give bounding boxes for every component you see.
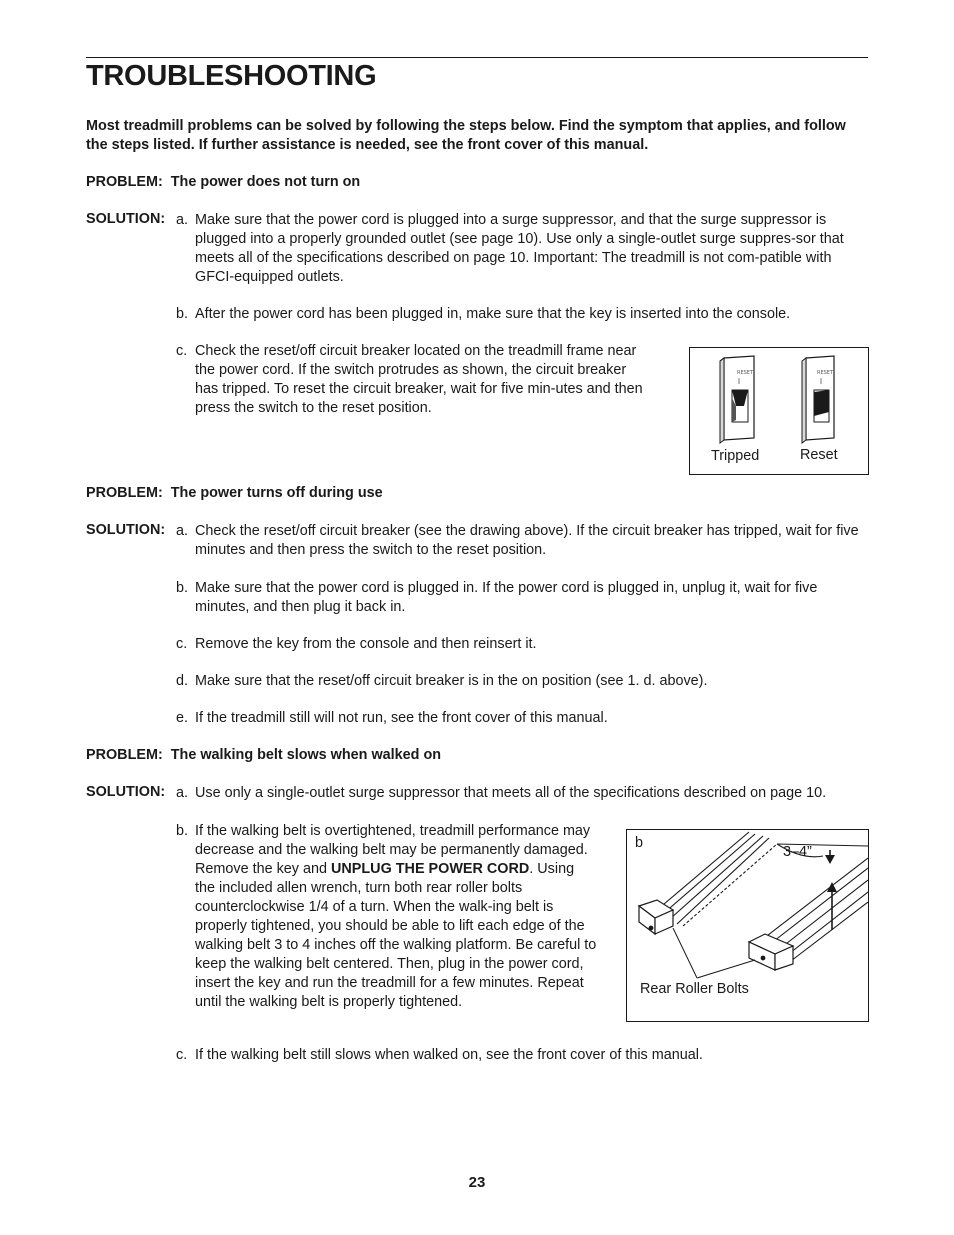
- problem-label: PROBLEM:: [86, 747, 163, 763]
- step-letter: a.: [176, 785, 189, 801]
- problem-3-step-a: [176, 784, 876, 803]
- problem-3-step-c: [176, 1046, 868, 1065]
- step-text: Check the reset/off circuit breaker located on the treadmill frame near the power cord. If the switch protrudes as shown, the circuit breaker has tripped. To reset the circuit breaker, wait for five min-utes and then press the switch to the reset position.: [195, 343, 643, 416]
- problem-label: PROBLEM:: [86, 485, 163, 501]
- step-text-part: . Using the included allen wrench, turn both rear roller bolts counterclockwise 1/4 of a turn. When the walk-ing belt is properly tightened, you should be able to lift each edge of the walking belt 3 to 4 inches off the walking platform. Be careful to keep the walking belt centered. Then, plug in the power cord, insert the key and run the treadmill for a few minutes. Repeat until the walking belt is properly tightened.: [195, 861, 597, 1010]
- tripped-label: Tripped: [711, 448, 760, 464]
- problem-label: PROBLEM:: [86, 174, 163, 190]
- step-letter: a.: [176, 212, 189, 228]
- problem-3-heading: [86, 747, 441, 763]
- step-letter: e.: [176, 710, 189, 726]
- solution-3-label: SOLUTION:: [86, 784, 166, 800]
- step-text: If the treadmill still will not run, see the front cover of this manual.: [195, 710, 608, 726]
- step-letter: b.: [176, 580, 189, 596]
- step-letter: c.: [176, 343, 188, 359]
- problem-1-heading: [86, 174, 360, 190]
- step-text: If the walking belt still slows when walked on, see the front cover of this manual.: [195, 1047, 703, 1063]
- circuit-breaker-figure: [689, 347, 869, 475]
- step-text: Remove the key from the console and then reinsert it.: [195, 636, 537, 652]
- figure-letter: b: [635, 835, 644, 851]
- problem-2-heading: [86, 485, 383, 501]
- step-letter: c.: [176, 1047, 188, 1063]
- step-text: After the power cord has been plugged in, make sure that the key is inserted into the console.: [195, 306, 791, 322]
- svg-text:RESET: RESET: [817, 370, 834, 376]
- step-letter: b.: [176, 306, 189, 322]
- reset-switch-icon: [802, 356, 834, 443]
- step-letter: d.: [176, 673, 189, 689]
- page-title: TROUBLESHOOTING: [86, 60, 377, 92]
- step-letter: a.: [176, 523, 189, 539]
- step-text: [195, 822, 598, 1012]
- problem-2-step-d: [176, 672, 868, 691]
- problem-1-step-a: [176, 211, 868, 287]
- step-letter: c.: [176, 636, 188, 652]
- svg-text:RESET: RESET: [737, 370, 754, 376]
- measure-label: 3–4”: [783, 844, 812, 860]
- step-text: Make sure that the power cord is plugged into a surge suppressor, and that the surge suppressor is plugged into a properly grounded outlet (see page 10). Use only a single-outlet surge suppres-sor that meets all of the specifications described on page 10. Important: The treadmill is not com-patible with GFCI-equipped outlets.: [195, 212, 844, 285]
- solution-1-label: SOLUTION:: [86, 211, 166, 227]
- step-text: Check the reset/off circuit breaker (see the drawing above). If the circuit breaker has tripped, wait for five minutes and then press the switch to the reset position.: [195, 523, 859, 558]
- tripped-switch-icon: [720, 356, 754, 443]
- left-roller-bolt-icon: [639, 900, 673, 934]
- top-rule: [86, 57, 868, 58]
- right-roller-bolt-icon: [749, 934, 793, 970]
- problem-1-title: The power does not turn on: [170, 174, 361, 190]
- page-number: 23: [468, 1174, 486, 1191]
- solution-2-label: SOLUTION:: [86, 522, 166, 538]
- reset-label: Reset: [800, 447, 838, 463]
- problem-2-step-c: [176, 635, 868, 654]
- problem-3-title: The walking belt slows when walked on: [170, 747, 442, 763]
- problem-1-step-b: [176, 305, 868, 324]
- step-text: Use only a single-outlet surge suppressor that meets all of the specifications described on page 10.: [195, 785, 827, 801]
- problem-3-step-b: [176, 822, 598, 1012]
- problem-2-step-b: [176, 579, 868, 617]
- step-text-bold: UNPLUG THE POWER CORD: [331, 861, 530, 877]
- step-letter: b.: [176, 823, 189, 839]
- intro-paragraph: Most treadmill problems can be solved by following the steps below. Find the symptom that applies, and follow the steps listed. If further assistance is needed, see the front cover of this manual.: [86, 118, 846, 153]
- rear-roller-bolts-label: Rear Roller Bolts: [640, 981, 749, 997]
- walking-belt-figure: [626, 829, 869, 1022]
- step-text: Make sure that the power cord is plugged in. If the power cord is plugged in, unplug it, wait for five minutes, and then plug it back in.: [195, 580, 818, 615]
- step-text: Make sure that the reset/off circuit breaker is in the on position (see 1. d. above).: [195, 673, 708, 689]
- problem-2-step-e: [176, 709, 868, 728]
- step-text-part: If the walking belt is overtightened, treadmill performance may decrease and the walking belt may be permanently damaged. Remove the key and: [195, 823, 591, 877]
- problem-1-step-c: [176, 342, 646, 418]
- problem-2-step-a: [176, 522, 868, 560]
- problem-2-title: The power turns off during use: [170, 485, 383, 501]
